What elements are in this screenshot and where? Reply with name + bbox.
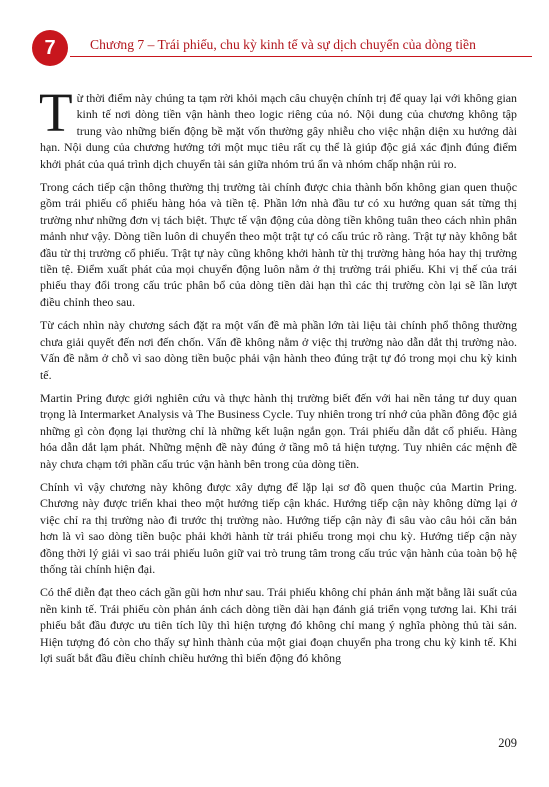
paragraph-3: Từ cách nhìn này chương sách đặt ra một vấn đề mà phần lớn tài liệu tài chính phổ thông thường chưa giải quyết đến nơi đến chốn. Vấn đề không nằm ở việc thị trường nào dẫn dắt thị trường nào. Vấn đề nằm ở chỗ vì sao dòng tiền buộc phải vận hành theo đúng trật tự đó trong mọi chu kỳ kinh tế. [40, 318, 517, 382]
paragraph-6: Có thể diễn đạt theo cách gần gũi hơn như sau. Trái phiếu không chỉ phản ánh mặt bằng lãi suất của nền kinh tế. Trái phiếu còn phản ánh cách dòng tiền dài hạn đánh giá triển vọng tương lai. Khi trái phiếu bắt đầu được ưu tiên tích lũy thì hiện tượng đó không chỉ mang ý nghĩa phòng thủ tài sản. Hiện tượng đó còn cho thấy sự hình thành của một giai đoạn chuyển pha trong chu kỳ kinh tế. Khi lợi suất bắt đầu điều chỉnh chiều hướng thì biến động đó không [40, 585, 517, 665]
body-text [39, 82, 517, 673]
chapter-title: Chương 7 – Trái phiếu, chu kỳ kinh tế và sự dịch chuyển của dòng tiền [90, 37, 476, 52]
chapter-header [0, 0, 549, 76]
chapter-number-badge: 7 [32, 30, 68, 66]
header-divider [70, 56, 532, 57]
paragraph-4: Martin Pring được giới nghiên cứu và thực hành thị trường biết đến với hai nền tảng tư duy quan trọng là Intermarket Analysis và The Business Cycle. Tuy nhiên trong trí nhớ của phần đông độc giả những gì còn đọng lại thường chỉ là những kết luận ngắn gọn. Trái phiếu dẫn dắt cổ phiếu. Hàng hóa dẫn dắt lạm phát. Những mệnh đề này đúng ở tầng mô tả hiện tượng. Tuy nhiên các mệnh đề này chưa chạm tới phần cấu trúc vận hành bên trong của dòng tiền. [40, 390, 517, 471]
paragraph-1-text: ừ thời điểm này chúng ta tạm rời khỏi mạch câu chuyện chính trị để quay lại với không gian kinh tế nơi dòng tiền vận hành theo logic riêng của nó. Nội dung của chương không tập trung vào những biến động bề mặt vốn thường gây nhiễu cho việc nhận diện xu hướng dài hạn. Nội dung của chương hướng tới một mục tiêu rất cụ thể là giúp độc giả xác định đúng điểm khởi phát của quá trình dịch chuyển tài sản giữa nhóm trú ẩn và nhóm chấp nhận rủi ro. [40, 91, 517, 171]
drop-cap: T [39, 82, 73, 143]
page-number: 209 [498, 736, 517, 750]
paragraph-5: Chính vì vậy chương này không được xây dựng để lặp lại sơ đồ quen thuộc của Martin Pring. Chương này được triển khai theo một hướng tiếp cận khác. Hướng tiếp cận này không dừng lại ở việc chỉ ra thị trường nào đi trước thị trường nào. Hướng tiếp cận này đi sâu vào câu hỏi căn bản hơn là vì sao dòng tiền buộc phải khởi hành từ trái phiếu trong mọi chu kỳ. Hướng tiếp cận này đồng thời lý giải vì sao trái phiếu luôn giữ vai trò trung tâm trong cấu trúc vận hành của toàn bộ hệ thống tài chính hiện đại. [40, 479, 517, 576]
paragraph-1 [39, 82, 517, 172]
paragraph-2: Trong cách tiếp cận thông thường thị trường tài chính được chia thành bốn không gian quen thuộc gồm trái phiếu cổ phiếu hàng hóa và tiền tệ. Phần lớn nhà đầu tư có xu hướng quan sát từng thị trường như những đơn vị tách biệt. Thực tế vận động của dòng tiền không tuân theo cách nhìn phân mảnh như vậy. Dòng tiền luôn di chuyển theo một trật tự có cấu trúc rõ ràng. Trật tự này không bắt đầu từ thị trường cổ phiếu. Trật tự này cũng không khởi hành từ thị trường hàng hóa hay thị trường tiền tệ. Điểm xuất phát của mọi chuyển động luôn nằm ở thị trường trái phiếu. Khi vị thế của trái phiếu thay đổi trong cấu trúc phân bổ của dòng tiền dài hạn thì các thị trường còn lại sẽ lần lượt điều chỉnh theo sau. [40, 180, 517, 309]
